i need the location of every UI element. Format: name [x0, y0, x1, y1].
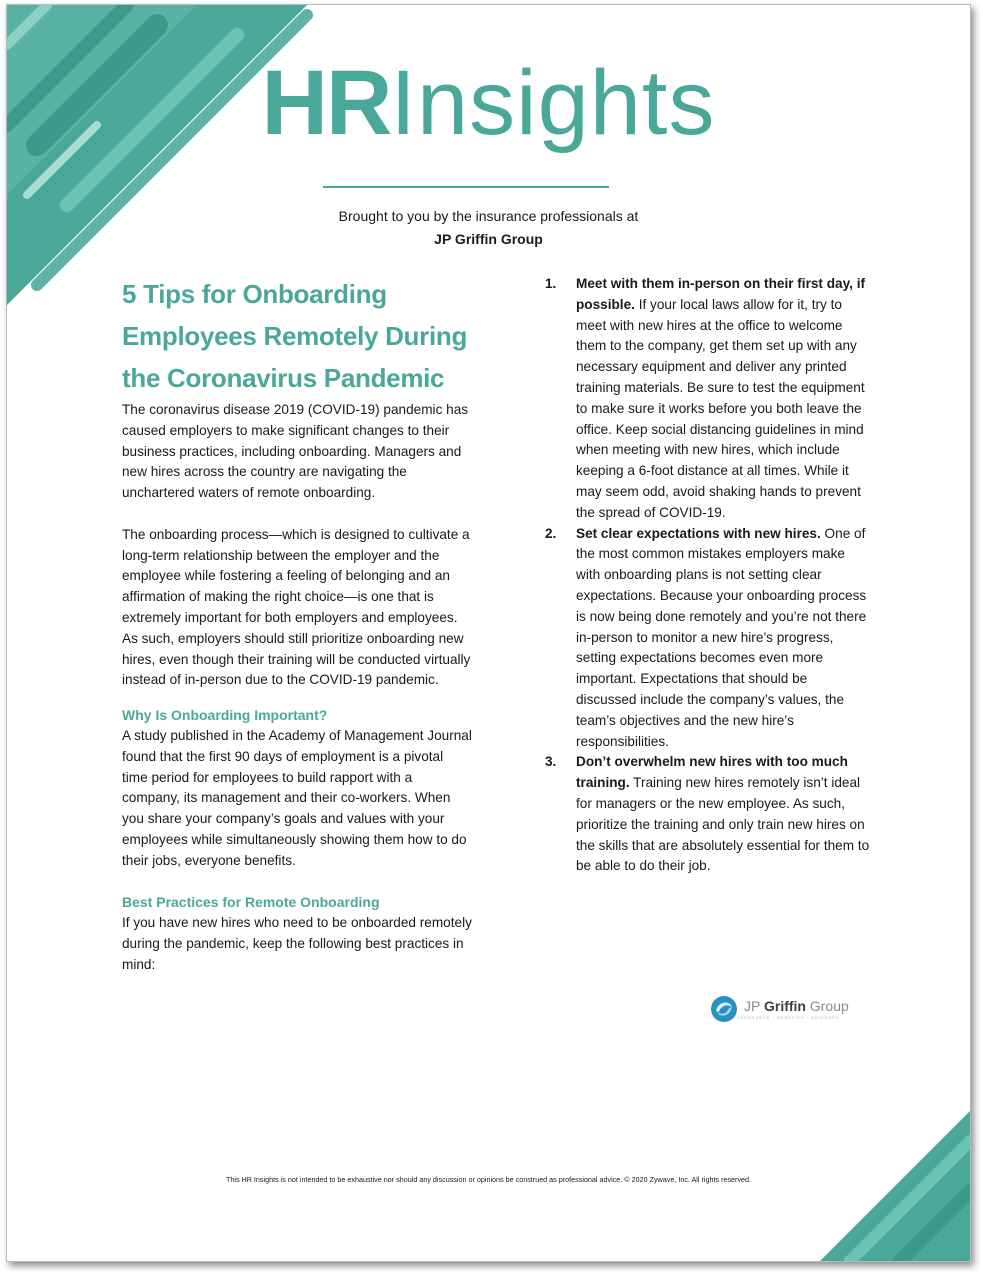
brand-tagline: INSURANCE · BENEFITS · ADVISORY [738, 1014, 840, 1020]
masthead-divider [323, 186, 609, 188]
tip-body: Training new hires remotely isn’t ideal for managers or the new employee. As such, prioritize the training and only train new hires on the skills that are absolutely essential for them to be able to do their job. [576, 775, 870, 874]
brand-name-rest: Group [809, 997, 849, 1014]
logo-hr: HR [261, 52, 391, 154]
brand-name-bold: Griffin [763, 997, 806, 1014]
brand-name [744, 999, 849, 1013]
document-page [6, 4, 971, 1262]
jp-griffin-logo [710, 995, 849, 1023]
left-column [122, 273, 472, 976]
section-why-important-body: A study published in the Academy of Management Journal found that the first 90 days of employment is a pivotal time period for employees to build rapport with a company, its management and their co-workers. When you share your company’s goals and values with your employees while simultaneously showing them how to do their jobs, everyone benefits. [122, 727, 472, 868]
brand-name-light: JP [744, 997, 761, 1014]
footer-disclaimer: This HR Insights is not intended to be exhaustive nor should any discussion or opinions be construed as professional advice. © 2020 Zywave, Inc. All rights reserved. [225, 1175, 752, 1184]
brand-text-block [738, 999, 849, 1020]
logo-insights: Insights [390, 52, 716, 154]
top-left-stripes-decoration [7, 5, 337, 305]
section-best-practices-body: If you have new hires who need to be onboarded remotely during the pandemic, keep the following best practices in mind: [122, 915, 472, 972]
tip-body: One of the most common mistakes employers make with onboarding plans is not setting clear expectations. Because your onboarding process is now being done remotely and you’re not there in-person to monitor a new hire’s progress, setting expectations becomes even more important. Expectations that should be discussed include the company’s values, the team’s objectives and the new hire’s responsibilities. [576, 525, 867, 749]
tips-list [545, 274, 870, 877]
tip-number: 1. [545, 276, 557, 291]
tip-lead: Meet with them in-person on their first day, if possible. [576, 276, 866, 312]
list-item [545, 274, 870, 524]
brought-by-line: Brought to you by the insurance professionals at [338, 208, 639, 224]
tip-number: 3. [545, 754, 557, 770]
swirl-logo-icon [710, 995, 738, 1023]
intro-paragraph-2: The onboarding process—which is designed to cultivate a long-term relationship between the employer and the employee while fostering a feeling of belonging and an affirmation of making the right choice—is one that is extremely important for both employers and employees. As such, employers should still prioritize onboarding new hires, even though their training will be conducted virtually instead of in-person due to the COVID-19 pandemic. [122, 526, 471, 688]
list-item [545, 524, 870, 753]
right-column [545, 274, 870, 877]
article-title: 5 Tips for Onboarding Employees Remotely During the Coronavirus Pandemic [122, 279, 468, 393]
intro-paragraph-1: The coronavirus disease 2019 (COVID-19) pandemic has caused employers to make significant changes to their business practices, including onboarding. Managers and new hires across the country are navigating the unchartered waters of remote onboarding. [122, 402, 469, 501]
masthead-logo [7, 52, 970, 154]
section-heading-why-important: Why Is Onboarding Important? [122, 707, 328, 724]
tip-body: If your local laws allow for it, try to meet with new hires at the office to welcome them to the company, get them set up with any necessary equipment and deliver any printed training materials. Be sure to test the equipment to make sure it works before you both leave the office. Keep social distancing guidelines in mind when meeting with new hires, which include keeping a 6-foot distance at all times. While it may seem odd, avoid shaking hands to prevent the spread of COVID-19. [576, 296, 865, 520]
section-heading-best-practices: Best Practices for Remote Onboarding [122, 894, 380, 911]
tip-lead: Set clear expectations with new hires. [576, 525, 821, 541]
company-name: JP Griffin Group [434, 231, 543, 247]
bottom-right-stripes-decoration [820, 1111, 970, 1261]
tip-lead: Don’t overwhelm new hires with too much training. [576, 754, 848, 791]
list-item [545, 752, 870, 877]
tip-number: 2. [545, 525, 557, 541]
